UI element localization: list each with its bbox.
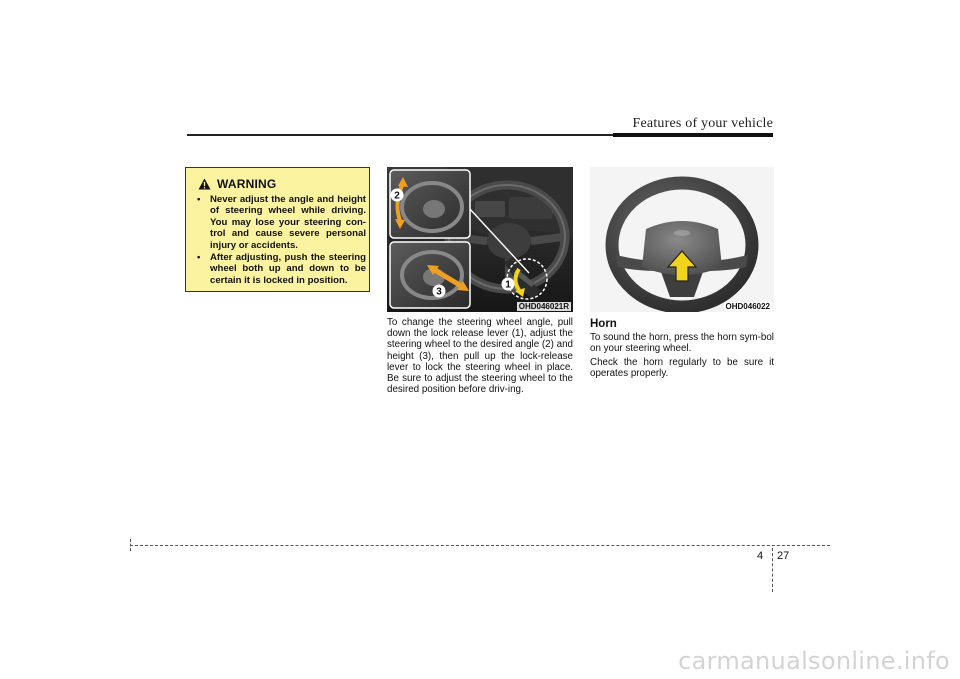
callout-1: 1	[505, 279, 511, 291]
steering-tilt-figure	[387, 167, 573, 312]
tilt-instructions: To change the steering wheel angle, pull down the lock release lever (1), adjust the steering wheel to the desired angle (2) and height (3), then pull up the lock-release lever to lock the steering wheel in place. Be sure to adjust the steering wheel to the desired position before driv-ing.	[387, 317, 573, 396]
horn-heading: Horn	[590, 318, 617, 330]
callout-3: 3	[436, 286, 442, 298]
steering-tilt-illustration	[387, 167, 573, 312]
watermark: carmanualsonline.info	[678, 647, 950, 675]
warning-header	[198, 177, 276, 191]
section-title: Features of your vehicle	[632, 116, 773, 131]
warning-triangle-icon	[198, 178, 211, 190]
footer-rule	[130, 545, 830, 546]
warning-item: • Never adjust the angle and height of steering wheel while driving. You may lose your steering con-trol and cause severe personal injury or accidents.	[194, 194, 366, 251]
page-number: 27	[777, 550, 790, 562]
warning-box	[185, 167, 370, 292]
callout-2: 2	[394, 190, 400, 202]
horn-figure	[590, 167, 774, 312]
page-divider	[772, 548, 773, 592]
warning-list	[194, 194, 366, 287]
warning-item: • After adjusting, push the steering wheel both up and down to be certain it is locked in position.	[194, 252, 366, 286]
horn-steering-wheel-illustration	[590, 167, 774, 312]
figure-code: OHD046022	[725, 302, 770, 311]
horn-paragraph-2: Check the horn regularly to be sure it operates properly.	[590, 357, 774, 380]
horn-paragraph-1: To sound the horn, press the horn sym-bol on your steering wheel.	[590, 332, 774, 355]
chapter-number: 4	[757, 550, 764, 562]
header-rule-accent	[613, 133, 773, 137]
warning-title: WARNING	[217, 177, 277, 191]
figure-code: OHD046021R	[518, 302, 569, 311]
